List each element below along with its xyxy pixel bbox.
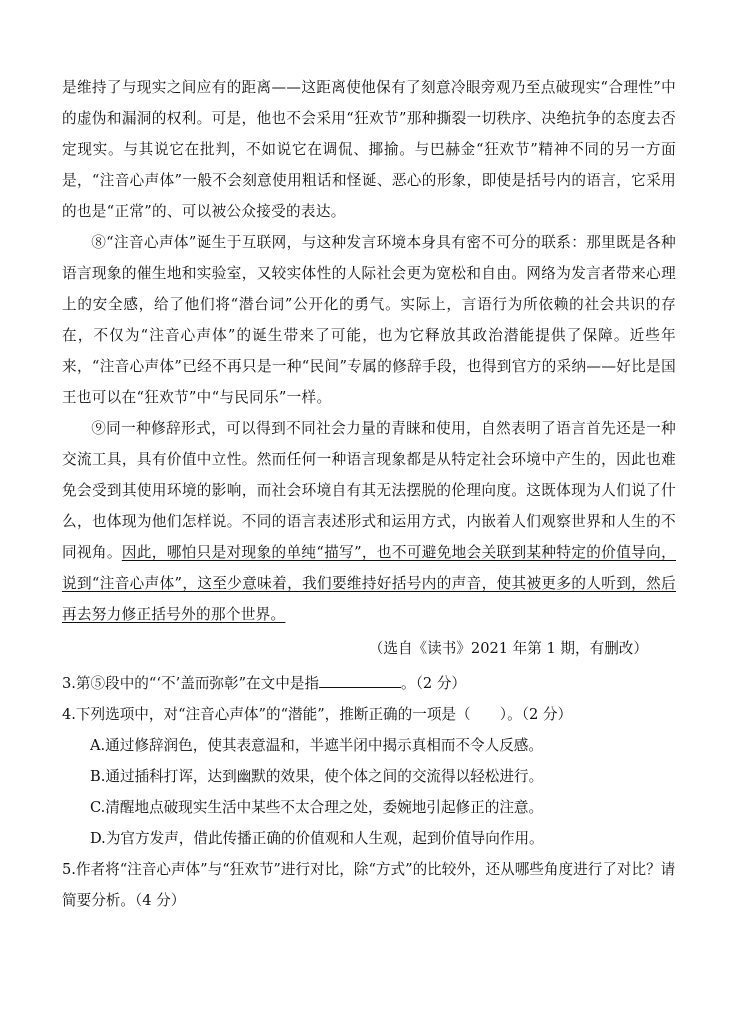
paragraph-continued: 是维持了与现实之间应有的距离——这距离使他保有了刻意冷眼旁观乃至点破现实“合理性”中的虚伪和漏洞的权利。可是，他也不会采用“狂欢节”那种撕裂一切秩序、决绝抗争的态度去否定现实。与其说它在批判，不如说它在调侃、揶揄。与巴赫金“狂欢节”精神不同的另一方面是，“注音心声体”一般不会刻意使用粗话和怪诞、恶心的形象，即使是括号内的语言，它采用的也是“正常”的、可以被公众接受的表达。 — [62, 79, 676, 220]
option-b: B.通过插科打诨，达到幽默的效果，使个体之间的交流得以轻松进行。 — [90, 768, 544, 785]
source-citation: （选自《读书》2021 年第 1 期，有删改） — [368, 640, 648, 657]
question-3 — [62, 668, 676, 699]
question-3-text: 3.第⑤段中的“‘不’盖而弥彰”在文中是指 — [62, 675, 320, 692]
paragraph-9 — [62, 413, 676, 630]
question-5: 5.作者将“注音心声体”与“狂欢节”进行对比，除“方式”的比较外，还从哪些角度进行了对比？请简要分析。（4 分） — [62, 861, 676, 909]
answer-blank[interactable] — [319, 673, 401, 688]
paragraph-8: ⑧“注音心声体”诞生于互联网，与这种发言环境本身具有密不可分的联系：那里既是各种语言现象的催生地和实验室，又较实体性的人际社会更为宽松和自由。网络为发言者带来心理上的安全感，给了他们将“潜台词”公开化的勇气。实际上，言语行为所依赖的社会共识的存在，不仅为“注音心声体”的诞生带来了可能，也为它释放其政治潜能提供了保障。近些年来，“注音心声体”已经不再只是一种“民间”专属的修辞手段，也得到官方的采纳——好比是国王也可以在“狂欢节”中“与民同乐”一样。 — [62, 234, 676, 406]
option-c: C.清醒地点破现实生活中某些不太合理之处，委婉地引起修正的注意。 — [90, 799, 544, 816]
question-3-score: 。（2 分） — [401, 675, 467, 692]
question-4: 4.下列选项中，对“注音心声体”的“潜能”，推断正确的一项是（ ）。（2 分） — [62, 706, 573, 723]
option-a: A.通过修辞润色，使其表意温和，半遮半闭中揭示真相而不令人反感。 — [90, 737, 543, 754]
paragraph-9-underlined-text: 因此，哪怕只是对现象的单纯“描写”，也不可避免地会关联到某种特定的价值导向，说到“注音心声体”，这至少意味着，我们要维持好括号内的声音，使其被更多的人听到，然后再去努力修正括号外的那个世界。 — [62, 544, 676, 623]
paragraph-9-text: ⑨同一种修辞形式，可以得到不同社会力量的青睐和使用，自然表明了语言首先还是一种交流工具，具有价值中立性。然而任何一种语言现象都是从特定社会环境中产生的，因此也难免会受到其使用环境的影响，而社会环境自有其无法摆脱的伦理向度。这既体现为人们说了什么，也体现为他们怎样说。不同的语言表述形式和运用方式，内嵌着人们观察世界和人生的不同视角。 — [62, 420, 676, 561]
option-d: D.为官方发声，借此传播正确的价值观和人生观，起到价值导向作用。 — [90, 830, 544, 847]
